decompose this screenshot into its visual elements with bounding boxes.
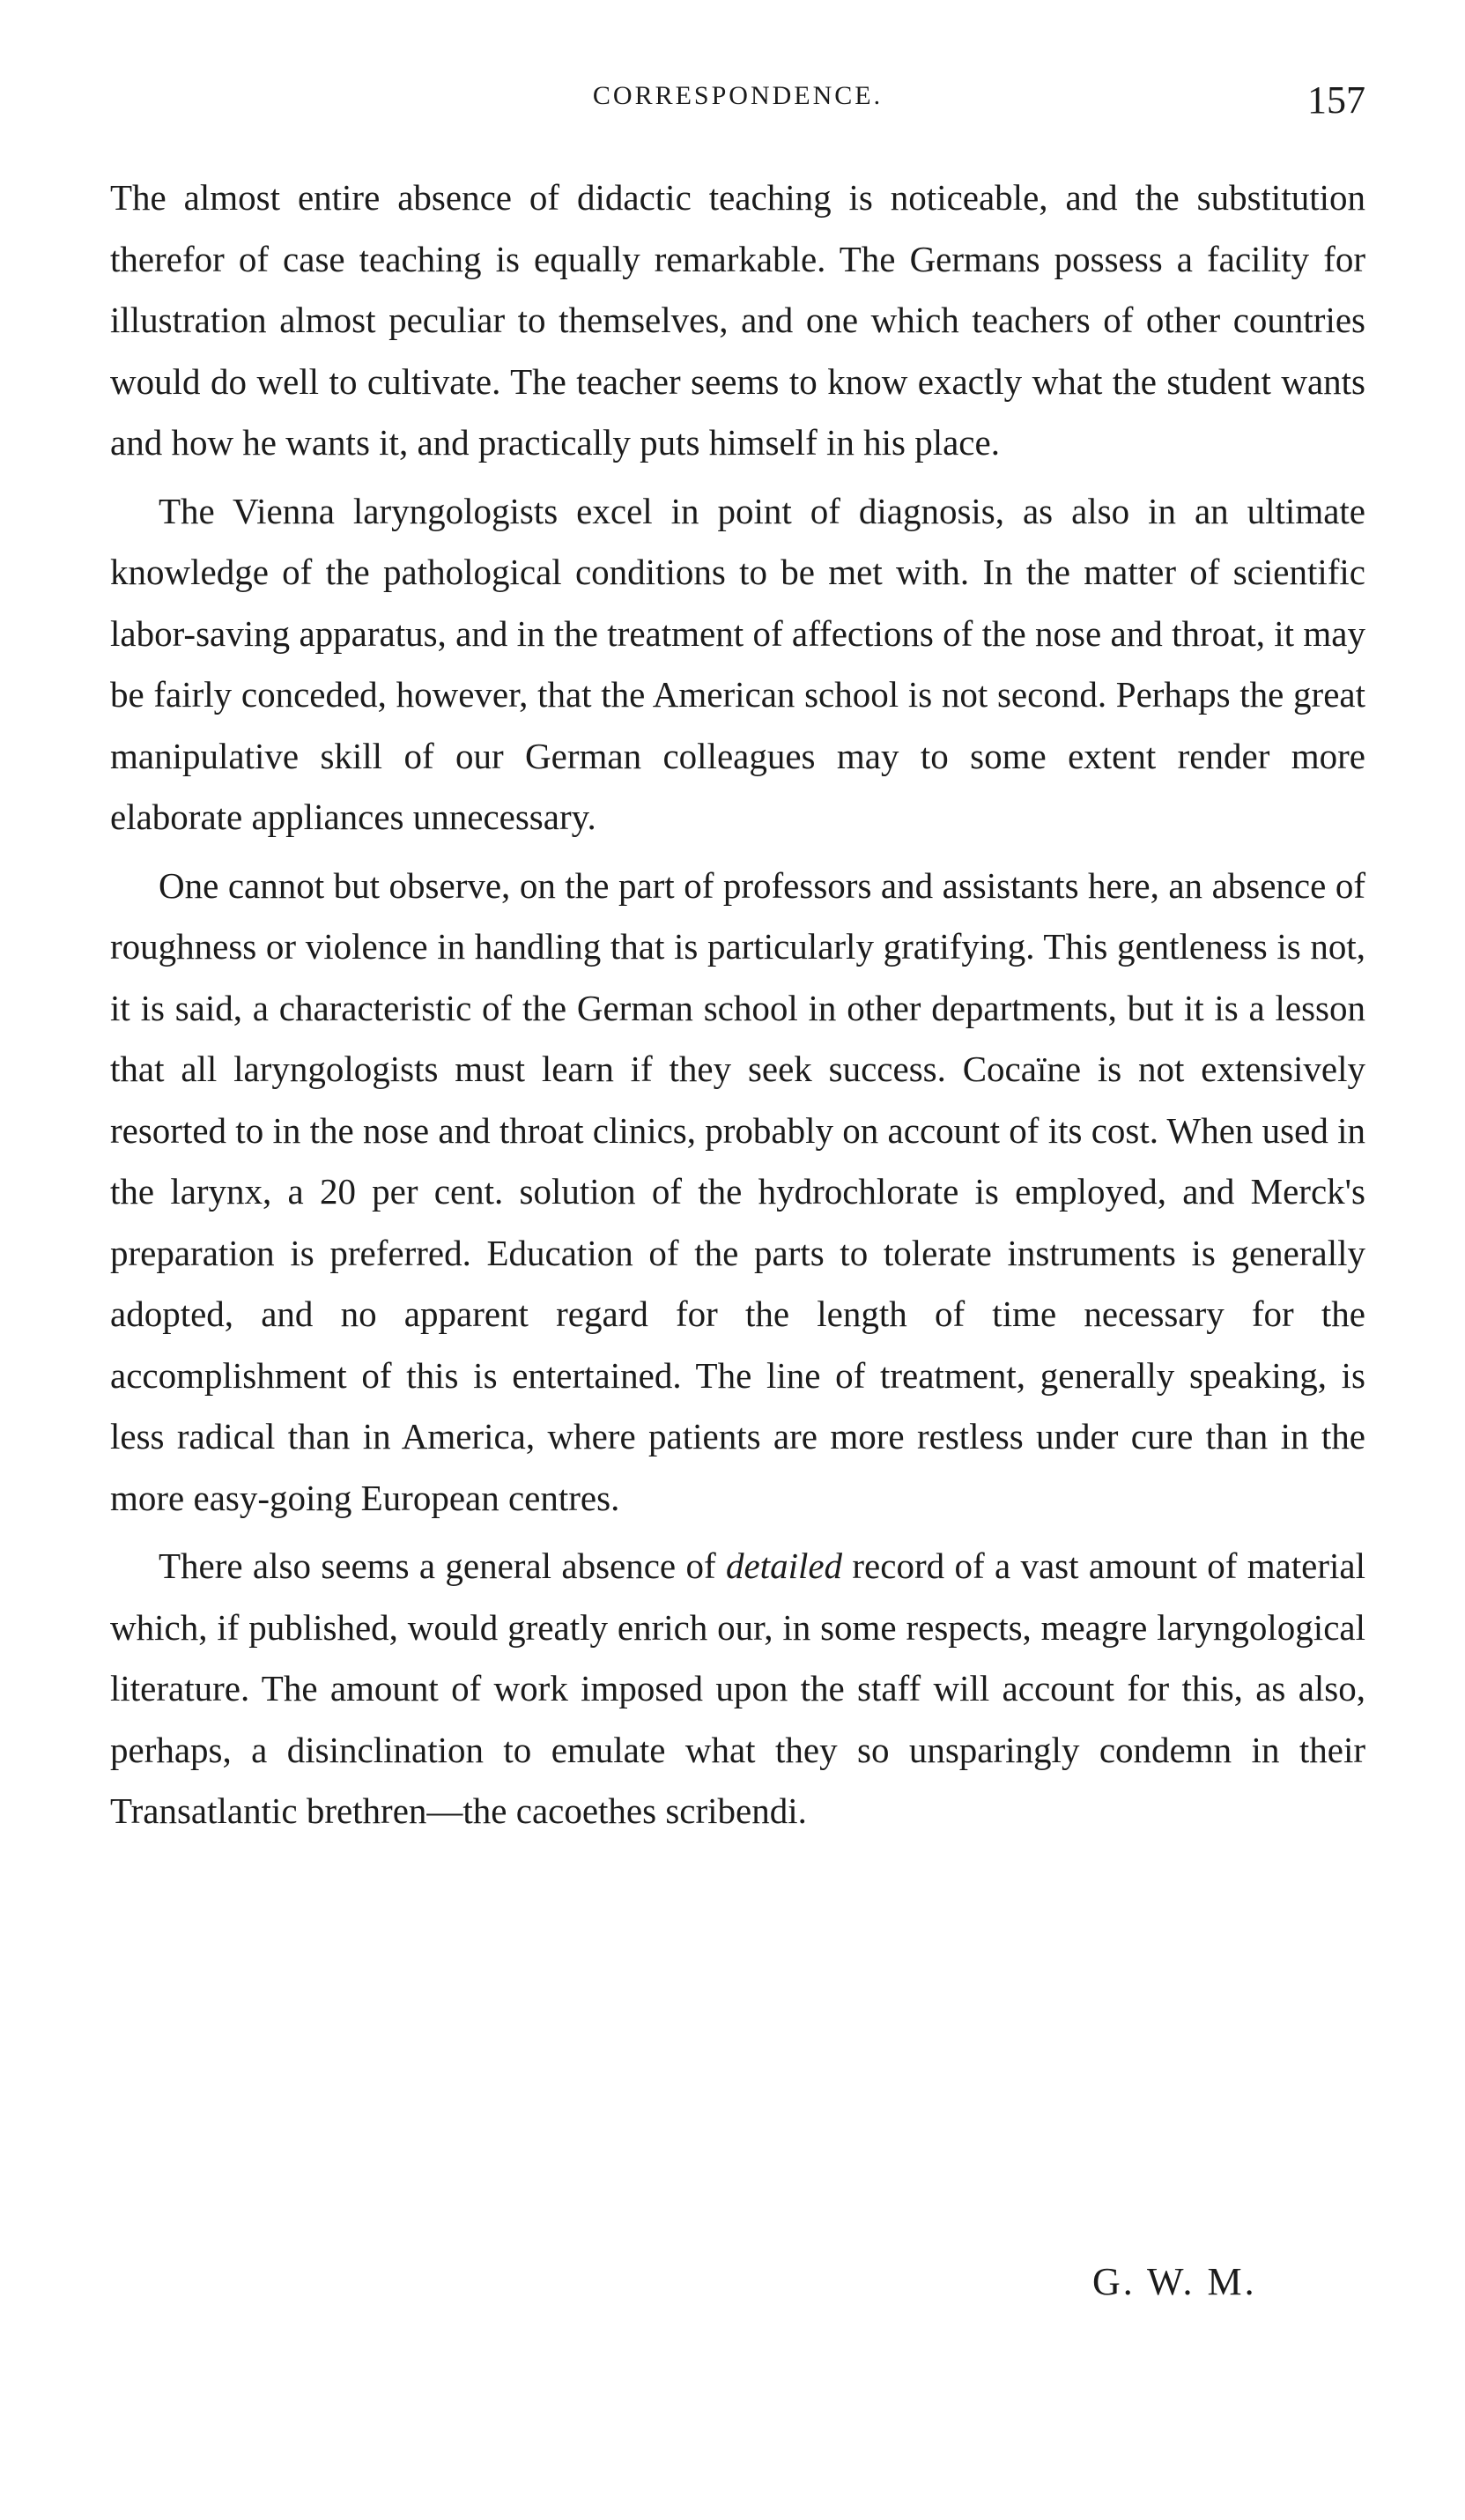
closing-block [110,1536,1366,1831]
paragraph-gentleness-handling: One cannot but observe, on the part of professors and assistants here, an absence of roughness or violence in handling that is particularly gratifying. This gentleness is not, it is said, a characteristic of the German school in other departments, but it is a lesson that all laryngologists must learn if they seek success. Cocaïne is not extensively resorted to in the nose and throat clinics, probably on account of its cost. When used in the larynx, a 20 per cent. solution of the hydrochlorate is employed, and Merck's preparation is preferred. Education of the parts to tolerate instruments is generally adopted, and no apparent regard for the length of time necessary for the accomplishment of this is entertained. The line of treatment, generally speaking, is less radical than in America, where patients are more restless under cure than in the more easy-going European centres. [110,864,1365,1518]
running-title: CORRESPONDENCE. [592,81,884,110]
paragraph-text-end: record of a vast amount of material which, if published, would greatly enrich our, in some respects, meagre laryngological literature. The amount of work imposed upon the staff will account for this, as also, perhaps, a disinclination to emulate what they so unsparingly condemn in their Transatlantic brethren—the cacoethes scribendi. [110,1545,1366,1831]
article-body [110,167,1366,1831]
paragraph-detailed-record [110,1536,1365,1842]
signature: G. W. M. [1092,2260,1257,2303]
running-head [110,78,1365,134]
paragraph-didactic-teaching: The almost entire absence of didactic teaching is noticeable, and the substitution therefor of case teaching is equally remarkable. The Germans possess a facility for illustration almost peculiar to themselves, and one which teachers of other countries would do well to cultivate. The teacher seems to know exactly what the student wants and how he wants it, and practically puts himself in his place. [110,177,1365,463]
emphasized-word: detailed [725,1545,843,1586]
paragraph-text-start: There also seems a general absence of [159,1545,726,1586]
page-number: 157 [1307,78,1365,122]
paragraph-vienna-laryngologists: The Vienna laryngologists excel in point of diagnosis, as also in an ultimate knowledge of the pathological conditions to be met with. In the matter of scientific labor-saving apparatus, and in the treatment of affections of the nose and throat, it may be fairly conceded, however, that the American school is not second. Perhaps the great manipulative skill of our German colleagues may to some extent render more elaborate appliances unnecessary. [110,490,1365,837]
